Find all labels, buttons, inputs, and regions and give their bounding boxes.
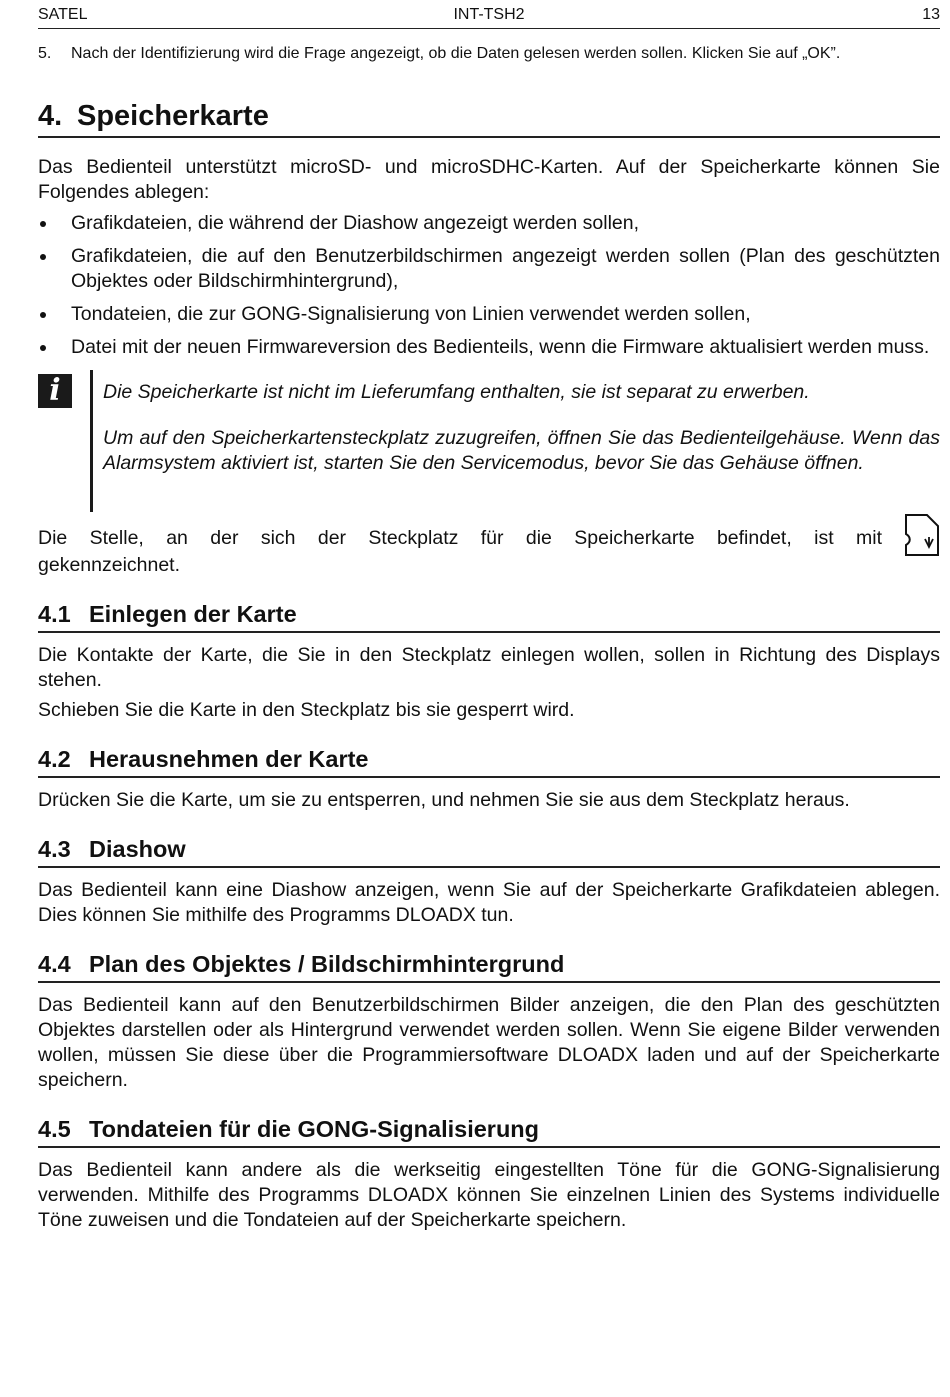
list-item: Tondateien, die zur GONG-Signalisierung von Linien verwendet werden sollen,: [38, 302, 940, 327]
section-heading-4-5: 4.5 Tondateien für die GONG-Signalisierung: [38, 1115, 940, 1148]
note-paragraph: Die Speicherkarte ist nicht im Lieferumfang enthalten, sie ist separat zu erwerben.: [103, 381, 810, 403]
note-text: [103, 380, 940, 497]
step-5: [38, 45, 940, 63]
header-page-number: 13: [922, 6, 940, 23]
section-paragraph: Das Bedienteil kann auf den Benutzerbildschirmen Bilder anzeigen, die den Plan des geschützten Objektes darstellen oder als Hintergrund verwendet werden sollen. Wenn Sie eigene Bilder verwenden wollen, müssen Sie diese über die Programmiersoftware DLOADX laden und auf der Speicherkarte speichern.: [38, 994, 940, 1091]
page-header: [38, 0, 940, 29]
section-heading-4-4: 4.4 Plan des Objektes / Bildschirmhintergrund: [38, 950, 940, 983]
header-brand: SATEL: [38, 6, 88, 23]
section-heading-4-1: 4.1 Einlegen der Karte: [38, 600, 940, 633]
bullet-icon: [40, 345, 46, 351]
header-model: INT-TSH2: [453, 6, 525, 23]
list-item: Grafikdateien, die während der Diashow angezeigt werden sollen,: [38, 211, 940, 236]
chapter-number: 4.: [38, 100, 63, 132]
section-heading-4-2: 4.2 Herausnehmen der Karte: [38, 745, 940, 778]
bullet-icon: [40, 254, 46, 260]
note-paragraph: Um auf den Speicherkartensteckplatz zuzugreifen, öffnen Sie das Bedienteilgehäuse. Wenn das Alarmsystem aktiviert ist, starten Sie den Servicemodus, bevor Sie das Gehäuse öffnen.: [103, 427, 940, 474]
note-divider: [90, 370, 93, 512]
chapter-intro: Das Bedienteil unterstützt microSD- und microSDHC-Karten. Auf der Speicherkarte können Sie Folgendes ablegen:: [38, 156, 940, 203]
chapter-title: Speicherkarte: [77, 100, 269, 132]
step-text: Nach der Identifizierung wird die Frage angezeigt, ob die Daten gelesen werden sollen. Klicken Sie auf „OK”.: [71, 45, 841, 62]
step-number: 5.: [38, 45, 52, 62]
chapter-heading: [38, 99, 940, 138]
memory-card-icon: [904, 513, 940, 557]
info-icon: i: [38, 374, 72, 408]
slot-text-line: Die Stelle, an der sich der Steckplatz für die Speicherkarte befindet, ist mit: [38, 527, 882, 549]
bullet-icon: [40, 312, 46, 318]
slot-marking-paragraph: [38, 526, 940, 578]
bullet-icon: [40, 221, 46, 227]
section-paragraph: Das Bedienteil kann eine Diashow anzeigen, wenn Sie auf der Speicherkarte Grafikdateien ablegen. Dies können Sie mithilfe des Programms DLOADX tun.: [38, 879, 940, 926]
section-paragraph: Schieben Sie die Karte in den Steckplatz bis sie gesperrt wird.: [38, 699, 575, 721]
section-paragraph: Das Bedienteil kann andere als die werkseitig eingestellten Töne für die GONG-Signalisierung verwenden. Mithilfe des Programms DLOADX können Sie einzelnen Linien des Systems individuelle Töne zuweisen und die Tondateien auf der Speicherkarte speichern.: [38, 1159, 940, 1231]
list-item: Grafikdateien, die auf den Benutzerbildschirmen angezeigt werden sollen (Plan des geschützten Objektes oder Bildschirmhintergrund),: [38, 244, 940, 294]
info-note: [38, 370, 940, 512]
section-paragraph: Die Kontakte der Karte, die Sie in den Steckplatz einlegen wollen, sollen in Richtung des Displays stehen.: [38, 644, 940, 691]
slot-text-line: gekennzeichnet.: [38, 554, 181, 576]
document-page: [38, 0, 940, 1233]
list-item: Datei mit der neuen Firmwareversion des Bedienteils, wenn die Firmware aktualisiert werden muss.: [38, 335, 940, 360]
storage-bullet-list: [38, 211, 940, 360]
section-heading-4-3: 4.3 Diashow: [38, 835, 940, 868]
section-paragraph: Drücken Sie die Karte, um sie zu entsperren, und nehmen Sie sie aus dem Steckplatz heraus.: [38, 789, 850, 811]
